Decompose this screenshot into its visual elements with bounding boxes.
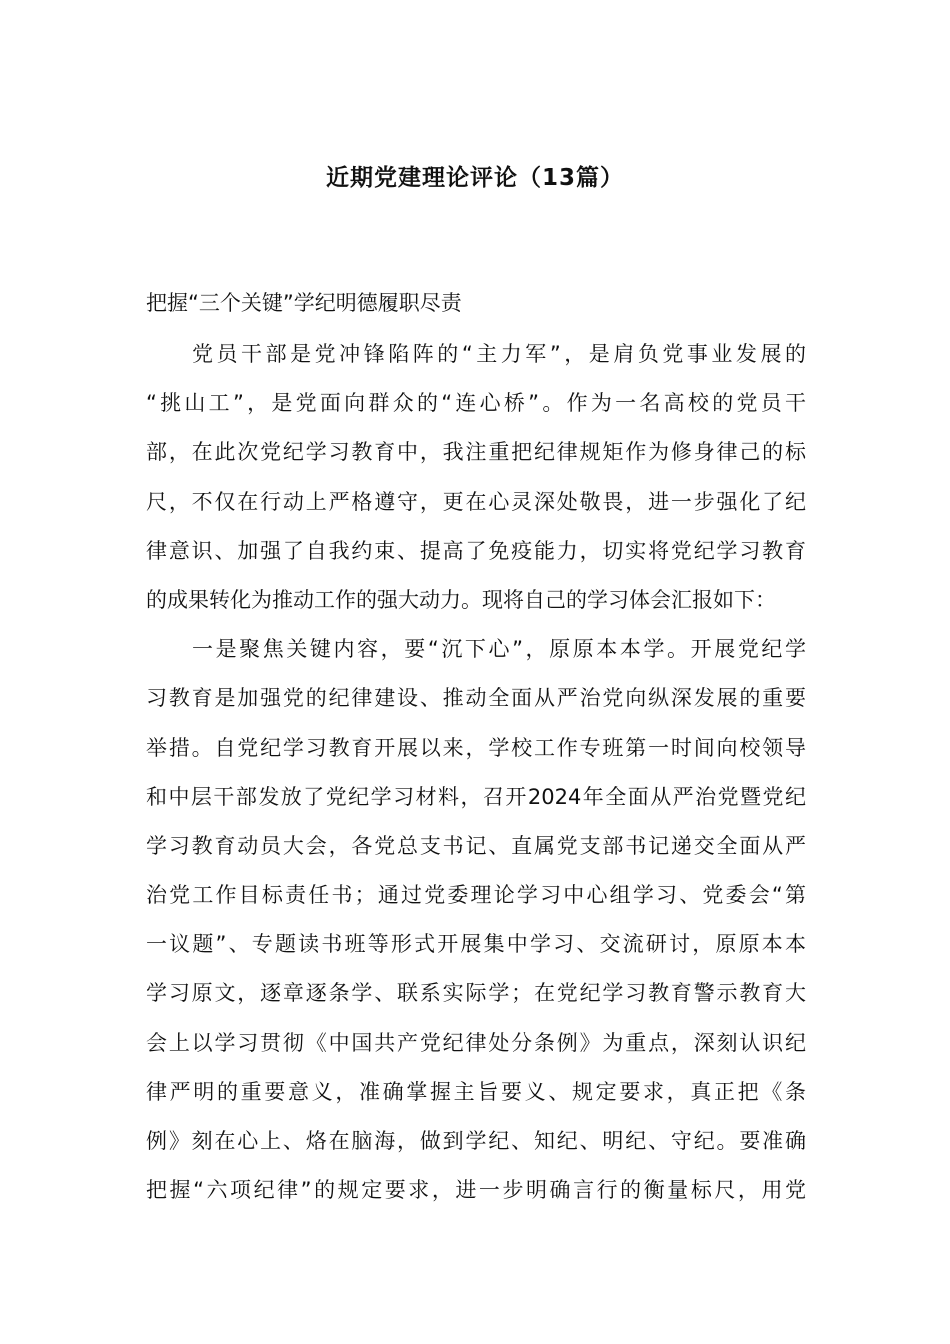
text-line: 和中层干部发放了党纪学习材料，召开2024年全面从严治党暨党纪 bbox=[146, 784, 806, 809]
section-heading: 把握“三个关键”学纪明德履职尽责 bbox=[146, 291, 462, 315]
text-line: “挑山工”，是党面向群众的“连心桥”。作为一名高校的党员干 bbox=[146, 391, 806, 416]
text-line: 一议题”、专题读书班等形式开展集中学习、交流研讨，原原本本 bbox=[146, 932, 806, 957]
text-line: 习教育是加强党的纪律建设、推动全面从严治党向纵深发展的重要 bbox=[146, 686, 806, 711]
text-line: 一是聚焦关键内容，要“沉下心”，原原本本学。开展党纪学 bbox=[192, 637, 806, 662]
text-line: 律严明的重要意义，准确掌握主旨要义、规定要求，真正把《条 bbox=[146, 1079, 806, 1104]
document-title: 近期党建理论评论（13篇） bbox=[325, 165, 624, 191]
paragraph bbox=[146, 330, 806, 625]
text-line: 会上以学习贯彻《中国共产党纪律处分条例》为重点，深刻认识纪 bbox=[146, 1030, 806, 1055]
text-line: 例》刻在心上、烙在脑海，做到学纪、知纪、明纪、守纪。要准确 bbox=[146, 1129, 806, 1153]
text-line: 党员干部是党冲锋陷阵的“主力军”，是肩负党事业发展的 bbox=[192, 342, 806, 366]
text-line: 的成果转化为推动工作的强大动力。现将自己的学习体会汇报如下： bbox=[146, 587, 776, 612]
document-body bbox=[146, 330, 806, 1215]
text-line: 把握“六项纪律”的规定要求，进一步明确言行的衡量标尺，用党 bbox=[146, 1178, 806, 1203]
text-line: 举措。自党纪学习教育开展以来，学校工作专班第一时间向校领导 bbox=[146, 735, 806, 760]
text-line: 部，在此次党纪学习教育中，我注重把纪律规矩作为修身律己的标 bbox=[146, 440, 806, 465]
text-line: 尺，不仅在行动上严格遵守，更在心灵深处敬畏，进一步强化了纪 bbox=[146, 489, 806, 514]
text-line: 学习原文，逐章逐条学、联系实际学；在党纪学习教育警示教育大 bbox=[146, 981, 806, 1006]
text-line: 治党工作目标责任书；通过党委理论学习中心组学习、党委会“第 bbox=[146, 883, 806, 908]
text-line: 律意识、加强了自我约束、提高了免疫能力，切实将党纪学习教育 bbox=[146, 538, 806, 563]
paragraph bbox=[146, 625, 806, 1215]
text-line: 学习教育动员大会，各党总支书记、直属党支部书记递交全面从严 bbox=[146, 833, 806, 858]
